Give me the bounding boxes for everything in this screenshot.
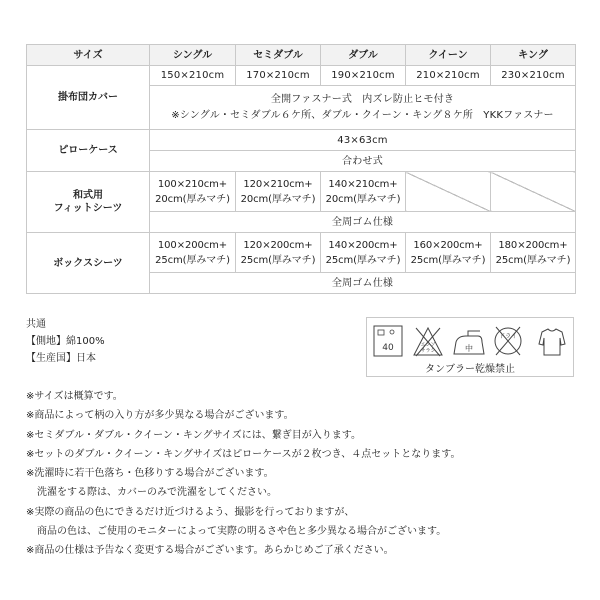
no-dryclean-icon: [495, 327, 521, 355]
comforter-note: [150, 86, 576, 130]
comforter-note-line1: 全開ファスナー式 内ズレ防止ヒモ付き: [270, 93, 455, 105]
note-item: 洗濯をする際は、カバーのみで洗濯をしてください。: [37, 487, 277, 499]
box-size-double-line2: 25cm(厚みマチ): [325, 254, 401, 266]
fitted-label: [27, 172, 150, 233]
wash-temp-text: 40: [382, 343, 394, 353]
note-item: ※セットのダブル・クイーン・キングサイズはピローケースが２枚つき、４点セットとなります。: [26, 448, 461, 460]
tumble-dry-prohibited-label: タンブラー乾燥禁止: [425, 364, 515, 375]
fitted-note: 全周ゴム仕様: [150, 212, 576, 233]
common-info: [26, 316, 105, 367]
note-item: 商品の色は、ご使用のモニターによって実際の明るさや色と多少異なる場合がございます。: [37, 526, 447, 538]
box-size-queen-line2: 25cm(厚みマチ): [410, 254, 486, 266]
table-row: [27, 130, 576, 151]
note-item: ※サイズは概算です。: [26, 391, 123, 402]
hang-dry-icon: [539, 329, 565, 355]
care-label-box: [366, 317, 574, 377]
bleach-text: エンソ: [420, 342, 436, 348]
iron-text: 中: [465, 344, 473, 353]
comforter-note-line2: ※シングル・セミダブル６ケ所、ダブル・クイーン・キング８ケ所 YKKファスナー: [171, 109, 554, 121]
header-queen: クイーン: [406, 45, 491, 66]
box-size-single-line2: 25cm(厚みマチ): [155, 254, 230, 266]
common-title: 共通: [26, 319, 46, 330]
fitted-label-line2: フィットシーツ: [53, 203, 123, 214]
fitted-size-double-line1: 140×210cm+: [328, 178, 398, 190]
table-header-row: [27, 45, 576, 66]
table-row: [27, 66, 576, 86]
box-size-single: [150, 233, 236, 273]
size-spec-table: [26, 44, 576, 294]
comforter-size-double: 190×210cm: [321, 66, 406, 86]
header-double: ダブル: [321, 45, 406, 66]
care-icons: [370, 322, 570, 360]
fitted-size-semi-double-line2: 20cm(厚みマチ): [240, 193, 316, 205]
no-bleach-icon: [414, 328, 442, 356]
header-size: サイズ: [27, 45, 150, 66]
table-row: [27, 233, 576, 273]
fitted-size-double: [321, 172, 406, 212]
box-size-semi-double-line1: 120×200cm+: [243, 239, 313, 251]
wash-40-icon: [374, 326, 402, 356]
header-king: キング: [491, 45, 576, 66]
header-single: シングル: [150, 45, 236, 66]
fitted-size-queen-empty: [406, 172, 491, 212]
comforter-label: 掛布団カバー: [27, 66, 150, 130]
table-row: [27, 172, 576, 212]
iron-medium-icon: [454, 331, 484, 354]
fitted-size-single: [150, 172, 236, 212]
common-origin: 【生産国】日本: [26, 353, 96, 364]
comforter-size-single: 150×210cm: [150, 66, 236, 86]
note-item: ※商品の仕様は予告なく変更する場合がございます。あらかじめご了承ください。: [26, 545, 394, 557]
dry-text: ドライ: [499, 333, 517, 340]
svg-text:サラシ: サラシ: [420, 348, 436, 354]
pillow-note: 合わせ式: [150, 151, 576, 172]
box-size-semi-double: [236, 233, 321, 273]
fitted-label-line1: 和式用: [73, 190, 103, 201]
comforter-size-semi-double: 170×210cm: [236, 66, 321, 86]
note-item: ※実際の商品の色にできるだけ近づけるよう、撮影を行っておりますが、: [26, 506, 355, 518]
fitted-size-semi-double: [236, 172, 321, 212]
box-label: ボックスシーツ: [27, 233, 150, 294]
note-item: ※商品によって柄の入り方が多少異なる場合がございます。: [26, 410, 294, 422]
fitted-size-single-line1: 100×210cm+: [157, 178, 228, 190]
note-item: ※洗濯時に若干色落ち・色移りする場合がございます。: [26, 468, 274, 480]
comforter-size-queen: 210×210cm: [406, 66, 491, 86]
box-size-king-line1: 180×200cm+: [498, 239, 568, 251]
box-size-single-line1: 100×200cm+: [157, 239, 228, 251]
box-size-double-line1: 140×200cm+: [328, 239, 398, 251]
header-semi-double: セミダブル: [236, 45, 321, 66]
box-size-king: [491, 233, 576, 273]
pillow-label: ピローケース: [27, 130, 150, 172]
box-size-semi-double-line2: 25cm(厚みマチ): [240, 254, 316, 266]
box-note: 全周ゴム仕様: [150, 273, 576, 294]
fitted-size-single-line2: 20cm(厚みマチ): [155, 193, 230, 205]
common-fabric: 【側地】綿100%: [26, 336, 105, 347]
box-size-double: [321, 233, 406, 273]
box-size-king-line2: 25cm(厚みマチ): [495, 254, 571, 266]
fitted-size-semi-double-line1: 120×210cm+: [243, 178, 313, 190]
box-size-queen-line1: 160×200cm+: [413, 239, 483, 251]
pillow-size: 43×63cm: [150, 130, 576, 151]
fitted-size-double-line2: 20cm(厚みマチ): [325, 193, 401, 205]
comforter-size-king: 230×210cm: [491, 66, 576, 86]
fitted-size-king-empty: [491, 172, 576, 212]
note-item: ※セミダブル・ダブル・クイーン・キングサイズには、繋ぎ目が入ります。: [26, 429, 361, 441]
box-size-queen: [406, 233, 491, 273]
notes-list: [26, 387, 460, 561]
